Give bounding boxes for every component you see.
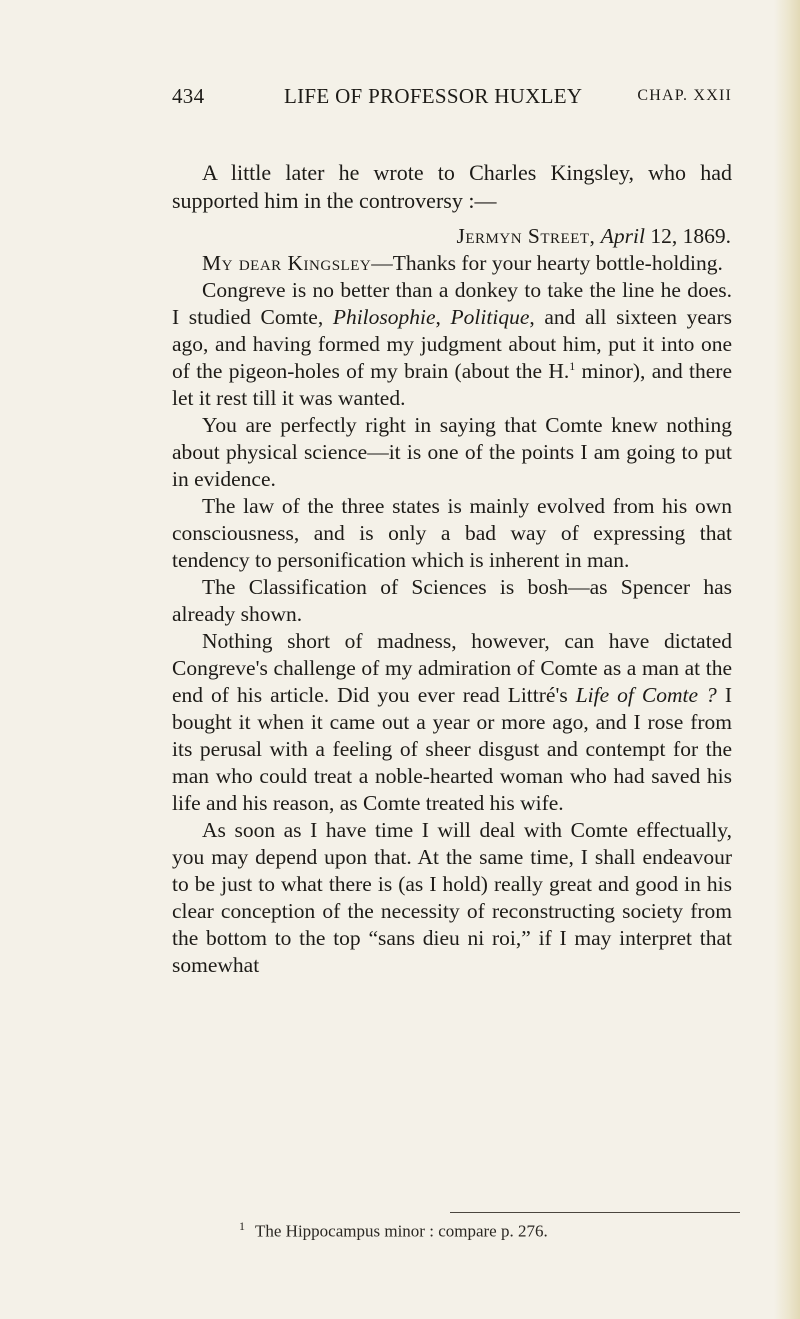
text-span: I bought it when it came out a year or more ago, and I rose from its perusal with a feeling of sheer disgust and contempt for the man who could treat a noble-hearted woman who had saved his life and his reason, as Comte treated his wife. <box>172 683 732 815</box>
letter-opening-text: —Thanks for your hearty bottle-holding. <box>371 251 723 275</box>
letter-paragraph-4: The Classification of Sciences is bosh—as Spencer has already shown. <box>172 575 732 626</box>
running-title: LIFE OF PROFESSOR HUXLEY <box>284 84 583 108</box>
letter-place: Jermyn Street, <box>456 224 596 248</box>
footnote-text: The Hippocampus minor : compare p. 276. <box>255 1221 548 1241</box>
page-edge <box>774 0 800 1319</box>
footnote-rule <box>450 1212 740 1213</box>
letter-paragraph-2: You are perfectly right in saying that Comte knew nothing about physical science—it is one of the points I am going to put in evidence. <box>172 413 732 491</box>
letter-date-month: April <box>600 224 645 248</box>
book-title: Philosophie <box>332 305 436 329</box>
text-span: Nothing short of madness, however, can have dictated Congreve's challenge of my admiration of Comte as a man at the end of his article. Did you ever read Littré's <box>172 629 732 707</box>
text-span: , <box>435 305 441 329</box>
footnote-mark: 1 <box>239 1219 245 1233</box>
letter-dateline <box>172 223 731 250</box>
letter-paragraph-1 <box>172 277 732 412</box>
letter-body <box>172 223 732 979</box>
letter-paragraph-5 <box>172 628 732 817</box>
footnote <box>239 1215 739 1243</box>
page-number: 434 <box>172 84 205 108</box>
intro-paragraph: A little later he wrote to Charles Kingsley, who had supported him in the controversy :— <box>172 160 732 213</box>
letter-paragraph-6: As soon as I have time I will deal with Comte effectually, you may depend upon that. At the same time, I shall endeavour to be just to what there is (as I hold) really great and good in his clear conception of the necessity of reconstructing society from the bottom to the top “sans dieu ni roi,” if I may interpret that somewhat <box>172 818 732 977</box>
letter-paragraph-3: The law of the three states is mainly evolved from his own consciousness, and is only a bad way of expressing that tendency to personification which is inherent in man. <box>172 494 732 572</box>
text-span: minor), and there let it rest till it was wanted. <box>172 359 732 410</box>
footnote-reference: 1 <box>569 358 576 373</box>
book-title: Politique <box>450 305 530 329</box>
letter-salutation: My dear Kingsley <box>202 251 372 275</box>
running-header <box>172 84 732 116</box>
letter-date-rest: 12, 1869. <box>650 224 731 248</box>
text-span: , and all sixteen years ago, and having formed my judgment about him, put it into one of the pigeon-holes of my brain (about the H. <box>172 305 733 383</box>
text-span: Congreve is no better than a donkey to take the line he does. I studied Comte, <box>172 278 732 329</box>
book-title: Life of Comte ? <box>575 683 717 707</box>
letter-opening <box>172 250 732 277</box>
chapter-label: CHAP. XXII <box>637 87 732 104</box>
